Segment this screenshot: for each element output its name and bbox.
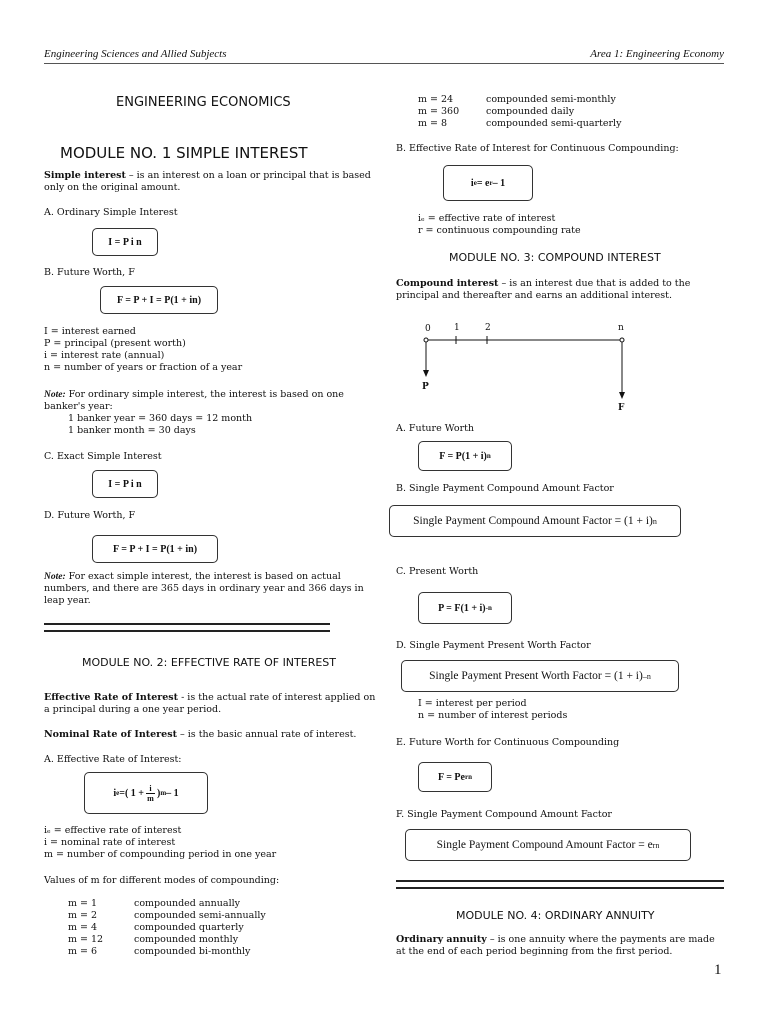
page-number: 1 — [714, 962, 722, 978]
continuous-effective-variables: iₑ = effective rate of interest r = continuous compounding rate — [418, 213, 581, 236]
module2-heading: MODULE NO. 2: EFFECTIVE RATE OF INTEREST — [82, 656, 337, 669]
nominal-rate-definition: Nominal Rate of Interest – is the basic annual rate of interest. — [44, 729, 357, 740]
effective-rate-variables: iₑ = effective rate of interest i = nominal rate of interest m = number of compounding period in one year — [44, 825, 277, 860]
header-right: Area 1: Engineering Economy — [590, 48, 724, 60]
cash-flow-diagram — [416, 322, 636, 417]
effective-rate-label: A. Effective Rate of Interest: — [44, 754, 182, 765]
present-worth-formula: P = F(1 + i) -n — [418, 592, 512, 624]
future-worth-label: A. Future Worth — [396, 423, 475, 434]
continuous-effective-label: B. Effective Rate of Interest for Continuous Compounding: — [396, 143, 679, 154]
module4-heading: MODULE NO. 4: ORDINARY ANNUITY — [456, 909, 655, 922]
present-worth-label: C. Present Worth — [396, 566, 479, 577]
compound-interest-definition: Compound interest – is an interest due that is added to the principal and thereafter and earns an additional interest. — [396, 278, 691, 301]
ordinary-annuity-definition: Ordinary annuity – is one annuity where the payments are made at the end of each period beginning from the first period. — [396, 934, 715, 957]
future-worth-formula-b: F = P + I = P(1 + in) — [100, 286, 218, 314]
module1-heading: MODULE NO. 1 SIMPLE INTEREST — [60, 144, 308, 162]
values-of-m-label: Values of m for different modes of compounding: — [44, 875, 280, 886]
diagram-label-1: 1 — [454, 323, 460, 333]
ordinary-si-label: A. Ordinary Simple Interest — [44, 207, 178, 218]
effective-rate-formula: i e = ( 1 + i m ) m – 1 — [84, 772, 208, 814]
continuous-effective-formula: i e = e r – 1 — [443, 165, 533, 201]
diagram-label-0: 0 — [425, 324, 431, 334]
future-worth-formula-d: F = P + I = P(1 + in) — [92, 535, 218, 563]
compounding-modes-list-cont: m = 24 compounded semi-monthly m = 360 compounded daily m = 8 compounded semi-quarterly — [418, 94, 622, 129]
header-rule — [44, 63, 724, 64]
simple-interest-definition: Simple interest – is an interest on a loan or principal that is based only on the original amount. — [44, 170, 371, 193]
diagram-label-f: F — [618, 403, 625, 413]
exact-si-label: C. Exact Simple Interest — [44, 451, 162, 462]
spcaf-continuous-formula: Single Payment Compound Amount Factor = e rn — [405, 829, 691, 861]
compound-variables: I = interest per period n = number of interest periods — [418, 698, 568, 721]
spcaf-label: B. Single Payment Compound Amount Factor — [396, 483, 614, 494]
sppwf-formula: Single Payment Present Worth Factor = (1 + i) –n — [401, 660, 679, 692]
future-worth-label-d: D. Future Worth, F — [44, 510, 136, 521]
diagram-label-2: 2 — [485, 323, 491, 333]
section-separator-right — [396, 880, 724, 889]
continuous-fw-formula: F = Pe rn — [418, 762, 492, 792]
spcaf-continuous-label: F. Single Payment Compound Amount Factor — [396, 809, 612, 820]
ordinary-si-formula: I = P i n — [92, 228, 158, 256]
spcaf-formula: Single Payment Compound Amount Factor = (1 + i) n — [389, 505, 681, 537]
section-separator — [44, 623, 330, 632]
sppwf-label: D. Single Payment Present Worth Factor — [396, 640, 591, 651]
future-worth-label-b: B. Future Worth, F — [44, 267, 135, 278]
page-title: ENGINEERING ECONOMICS — [116, 95, 291, 110]
diagram-label-n: n — [618, 323, 624, 333]
effective-rate-definition: Effective Rate of Interest - is the actual rate of interest applied on a principal during a one year period. — [44, 692, 376, 715]
simple-interest-variables: I = interest earned P = principal (present worth) i = interest rate (annual) n = number of years or fraction of a year — [44, 326, 243, 373]
module3-heading: MODULE NO. 3: COMPOUND INTEREST — [449, 251, 661, 264]
note-exact: Note: For exact simple interest, the interest is based on actual numbers, and there are 365 days in ordinary year and 366 days in leap year. — [44, 571, 364, 606]
future-worth-formula: F = P(1 + i) n — [418, 441, 512, 471]
exact-si-formula: I = P i n — [92, 470, 158, 498]
compounding-modes-list: m = 1 compounded annually m = 2 compounded semi-annually m = 4 compounded quarterly m = 12 compounded monthly m = 6 compounded bi-monthly — [68, 898, 266, 957]
note-ordinary: Note: For ordinary simple interest, the interest is based on one banker's year: 1 banker year = 360 days = 12 month 1 banker month = 30 days — [44, 389, 344, 436]
continuous-fw-label: E. Future Worth for Continuous Compounding — [396, 737, 620, 748]
diagram-label-p: P — [422, 382, 429, 392]
header-left: Engineering Sciences and Allied Subjects — [44, 48, 227, 60]
